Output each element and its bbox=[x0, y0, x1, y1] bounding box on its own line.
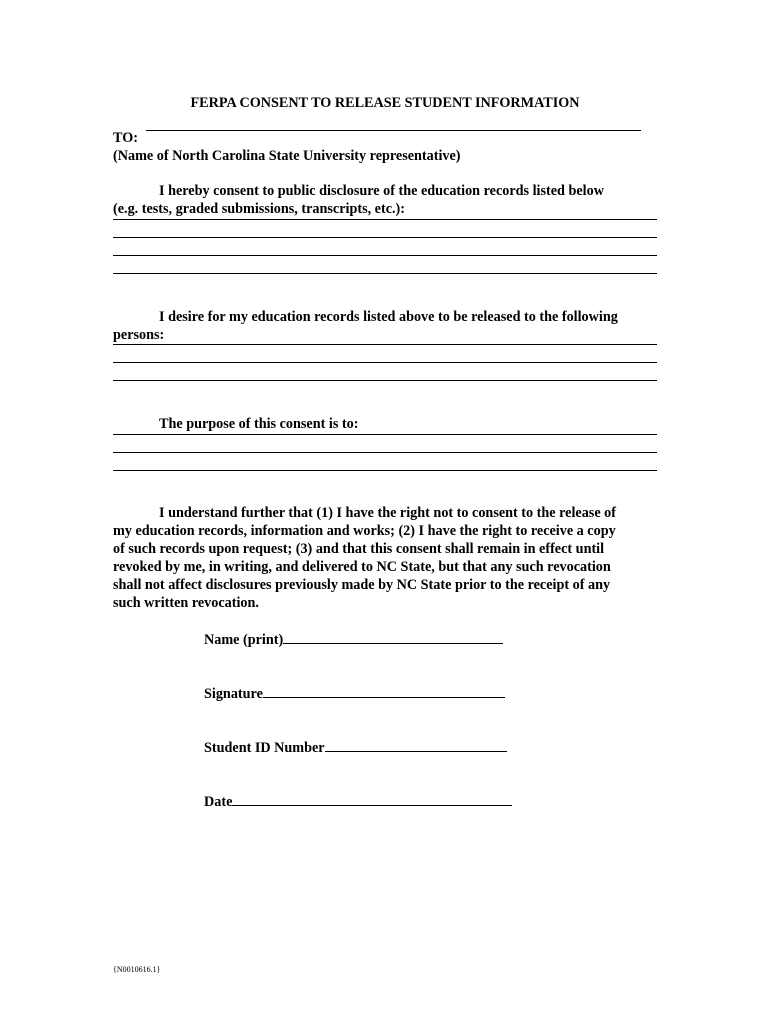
name-field bbox=[204, 629, 503, 649]
consent-text-line2: (e.g. tests, graded submissions, transcripts, etc.): bbox=[113, 201, 406, 217]
purpose-line-3[interactable] bbox=[113, 470, 657, 471]
student-id-label: Student ID Number bbox=[204, 740, 325, 756]
understand-line-5: shall not affect disclosures previously made by NC State prior to the receipt of any bbox=[113, 577, 611, 593]
understand-line-3: of such records upon request; (3) and that this consent shall remain in effect until bbox=[113, 541, 605, 557]
records-line-1[interactable] bbox=[113, 219, 657, 220]
signature-field bbox=[204, 683, 505, 703]
page-title: FERPA CONSENT TO RELEASE STUDENT INFORMATION bbox=[190, 95, 580, 111]
records-line-2[interactable] bbox=[113, 237, 657, 238]
desire-text-line2: persons: bbox=[113, 327, 165, 343]
to-input-line[interactable] bbox=[146, 130, 641, 131]
signature-input-line[interactable] bbox=[263, 683, 505, 698]
document-code: {N0010616.1} bbox=[113, 965, 161, 974]
consent-text-line1: I hereby consent to public disclosure of the education records listed below bbox=[159, 183, 604, 199]
purpose-line-1[interactable] bbox=[113, 434, 657, 435]
understand-line-1: I understand further that (1) I have the right not to consent to the release of bbox=[159, 505, 616, 521]
name-label: Name (print) bbox=[204, 632, 284, 648]
purpose-line-2[interactable] bbox=[113, 452, 657, 453]
date-field bbox=[204, 791, 512, 811]
date-input-line[interactable] bbox=[232, 791, 512, 806]
student-id-input-line[interactable] bbox=[325, 737, 507, 752]
records-line-3[interactable] bbox=[113, 255, 657, 256]
persons-line-3[interactable] bbox=[113, 380, 657, 381]
understand-line-4: revoked by me, in writing, and delivered to NC State, but that any such revocation bbox=[113, 559, 611, 575]
purpose-label: The purpose of this consent is to: bbox=[159, 416, 359, 432]
persons-line-2[interactable] bbox=[113, 362, 657, 363]
to-caption: (Name of North Carolina State University representative) bbox=[113, 148, 461, 164]
signature-label: Signature bbox=[204, 686, 263, 702]
records-line-4[interactable] bbox=[113, 273, 657, 274]
date-label: Date bbox=[204, 794, 233, 810]
understand-line-6: such written revocation. bbox=[113, 595, 259, 611]
desire-text-line1: I desire for my education records listed above to be released to the following bbox=[159, 309, 618, 325]
to-label: TO: bbox=[113, 130, 138, 146]
understand-line-2: my education records, information and works; (2) I have the right to receive a copy bbox=[113, 523, 616, 539]
name-input-line[interactable] bbox=[283, 629, 503, 644]
persons-line-1[interactable] bbox=[113, 344, 657, 345]
student-id-field bbox=[204, 737, 507, 757]
